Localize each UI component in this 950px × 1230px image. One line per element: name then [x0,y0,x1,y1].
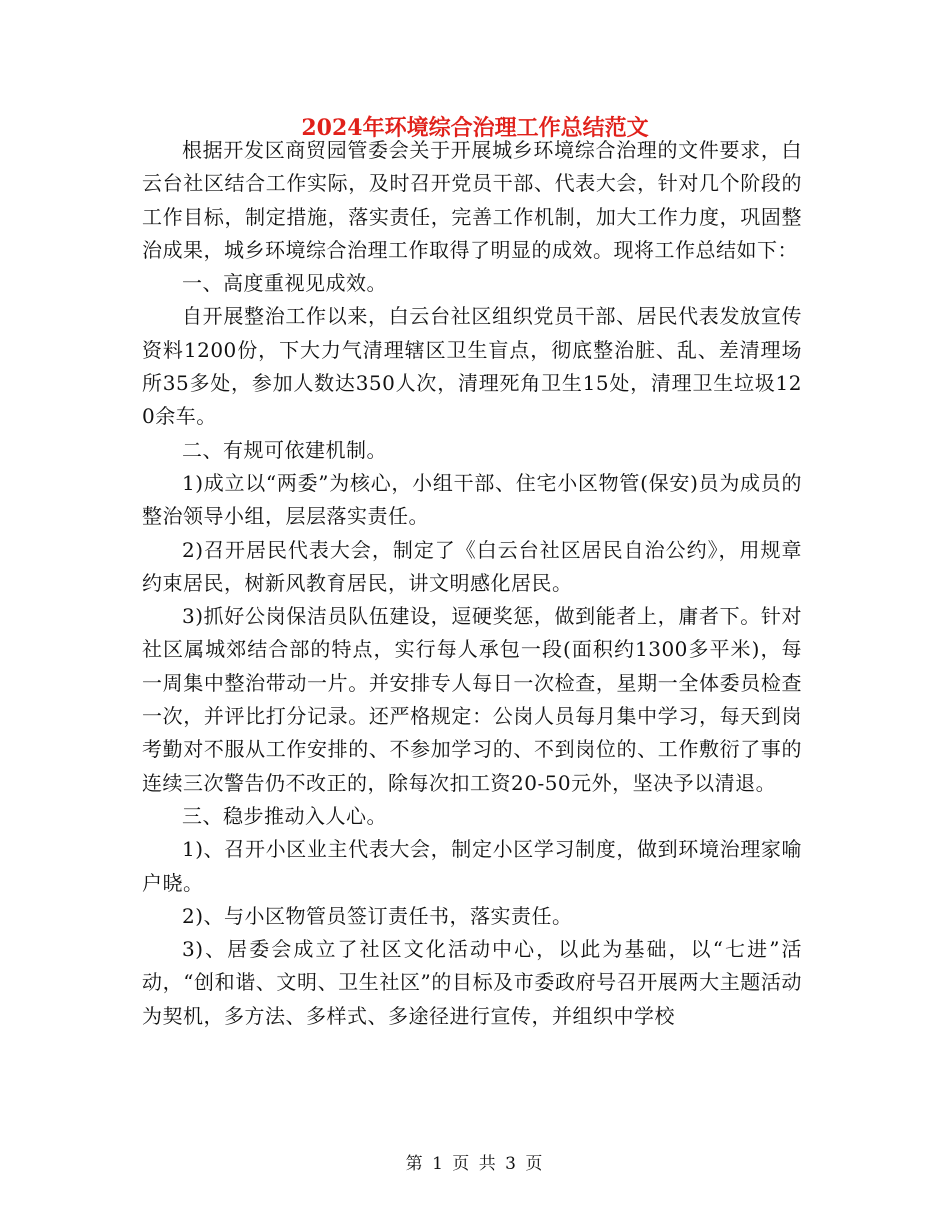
paragraph-section-1: 自开展整治工作以来，白云台社区组织党员干部、居民代表发放宣传资料1200份，下大力气清理辖区卫生盲点，彻底整治脏、乱、差清理场所35多处，参加人数达350人次，清理死角卫生15处，清理卫生垃圾120余车。 [142,304,802,429]
paragraph-item-2-2: 2)召开居民代表大会，制定了《白云台社区居民自治公约》，用规章约束居民，树新风教育居民，讲文明感化居民。 [142,537,802,595]
section-heading-2: 二、有规可依建机制。 [182,437,387,462]
document-body [142,134,802,1033]
paragraph-item-2-3: 3)抓好公岗保洁员队伍建设，逗硬奖惩，做到能者上，庸者下。针对社区属城郊结合部的特点，实行每人承包一段(面积约1300多平米)，每一周集中整治带动一片。并安排专人每日一次检查，星期一全体委员检查一次，并评比打分记录。还严格规定：公岗人员每月集中学习，每天到岗考勤对不服从工作安排的、不参加学习的、不到岗位的、工作敷衍了事的连续三次警告仍不改正的，除每次扣工资20-50元外，坚决予以清退。 [142,604,802,795]
section-heading-1: 一、高度重视见成效。 [182,271,387,296]
paragraph-item-3-1: 1)、召开小区业主代表大会，制定小区学习制度，做到环境治理家喻户晓。 [142,837,802,895]
paragraph-item-3-3: 3)、居委会成立了社区文化活动中心，以此为基础，以“七进”活动，“创和谐、文明、卫生社区”的目标及市委政府号召开展两大主题活动为契机，多方法、多样式、多途径进行宣传，并组织中学校 [142,937,802,1028]
paragraph-intro: 根据开发区商贸园管委会关于开展城乡环境综合治理的文件要求，白云台社区结合工作实际，及时召开党员干部、代表大会，针对几个阶段的工作目标，制定措施，落实责任，完善工作机制，加大工作力度，巩固整治成果，城乡环境综合治理工作取得了明显的成效。现将工作总结如下： [142,138,802,262]
document-title: 2024年环境综合治理工作总结范文 [301,115,649,141]
paragraph-item-3-2: 2)、与小区物管员签订责任书，落实责任。 [182,903,573,928]
paragraph-item-2-1: 1)成立以“两委”为核心，小组干部、住宅小区物管(保安)员为成员的整治领导小组，层层落实责任。 [142,470,802,529]
section-heading-3: 三、稳步推动入人心。 [182,803,387,828]
page-footer: 第 1 页 共 3 页 [405,1154,545,1174]
